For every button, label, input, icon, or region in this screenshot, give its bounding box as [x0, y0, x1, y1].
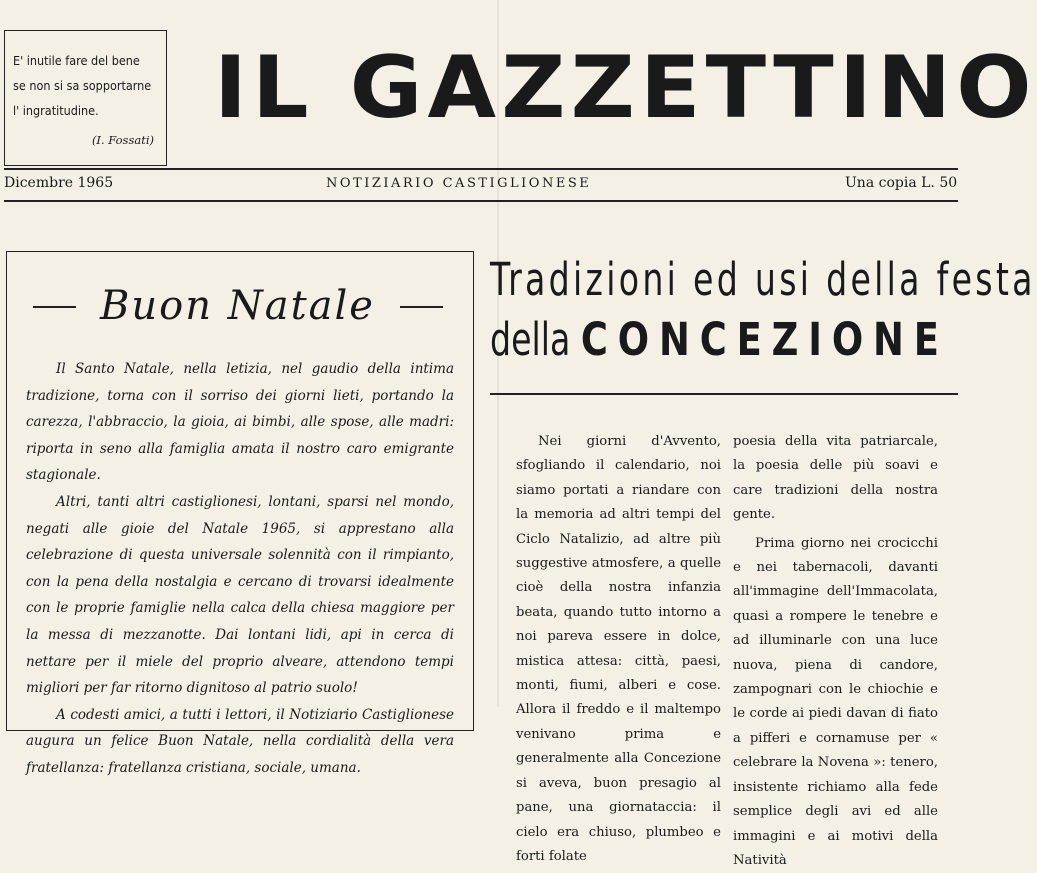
headline-bold: CONCEZIONE [580, 313, 949, 366]
headline [490, 250, 1036, 370]
article-paragraph: poesia della vita patriarcale, la poesia delle più soavi e care tradizioni della nostra gente. [733, 434, 938, 523]
headline-rule [490, 393, 958, 395]
article-paragraph: Prima giorno nei crocicchi e nei tabernacoli, davanti all'immagine dell'Immacolata, quasi a rompere le tenebre e ad illuminarle con una luce nuova, piena di candore, zampognari con le chiochie e le corde ai piedi davan di fiato a pifferi e cornamuse per « celebrare la Novena »: tenero, insistente richiamo alla fede semplice degli avi ed alle immagini e ai motivi della Natività [733, 535, 938, 868]
quote-line: se non si sa sopportarne [13, 78, 152, 93]
quote-box [4, 30, 167, 166]
issue-price: Una copia L. 50 [845, 175, 958, 191]
article-paragraph: Altri, tanti altri castiglionesi, lontani, sparsi nel mondo, negati alle gioie del Natale 1965, si apprestano alla celebrazione di questa universale solennità con il rimpianto, con la pena della nostalgia e cercano di trovarsi idealmente con le proprie famiglie nella calca della chiesa maggiore per la messa di mezzanotte. Dai lontani lidi, api in cerca di nettare per il miele del proprio alveare, attendono tempi migliori per far ritorno dignitoso al patrio suolo! [26, 493, 454, 697]
quote-line: E' inutile fare del bene [13, 53, 140, 68]
headline-prefix: della [490, 313, 571, 366]
headline-line-1: Tradizioni ed usi della festa [490, 253, 1036, 306]
article-paragraph: Nei giorni d'Avvento, sfogliando il calendario, noi siamo portati a riandare con la memoria ad altri tempi del Ciclo Natalizio, ad altre più suggestive atmosfere, a quelle cioè della nostra infanzia beata, quando tutto intorno a noi pareva essere in dolce, mistica attesa: città, paesi, monti, fiumi, alberi e cose. Allora il freddo e il maltempo venivano prima e generalmente alla Concezione si aveva, buon presagio al pane, una giornataccia: il cielo era chiuso, plumbeo e forti folate [516, 434, 721, 864]
article-paragraph: A codesti amici, a tutti i lettori, il Notiziario Castiglionese augura un felice Buon Natale, nella cordialità della vera fratellanza: fratellanza cristiana, sociale, umana. [26, 706, 454, 776]
article-column-1 [516, 430, 721, 869]
paper-subtitle: NOTIZIARIO CASTIGLIONESE [326, 176, 592, 191]
title-dash-left [33, 306, 76, 308]
masthead-title: IL GAZZETTINO [214, 38, 1037, 138]
headline-line-2 [490, 310, 966, 370]
article-paragraph: Il Santo Natale, nella letizia, nel gaudio della intima tradizione, torna con il sorriso dei giorni lieti, portando la carezza, l'abbraccio, la gioia, ai bimbi, alle spose, alle madri: riporta in seno alla famiglia amata il nostro caro emigrante stagionale. [26, 361, 454, 484]
issue-date: Dicembre 1965 [4, 175, 114, 191]
masthead-rule-top [4, 168, 958, 170]
buon-natale-title: Buon Natale [100, 283, 375, 329]
title-dash-right [400, 306, 443, 308]
quote-author: (I. Fossati) [91, 133, 154, 147]
buon-natale-body [26, 356, 454, 782]
article-column-2 [733, 430, 938, 873]
masthead-rule-bottom [4, 200, 958, 202]
quote-line: l' ingratitudine. [13, 103, 99, 118]
